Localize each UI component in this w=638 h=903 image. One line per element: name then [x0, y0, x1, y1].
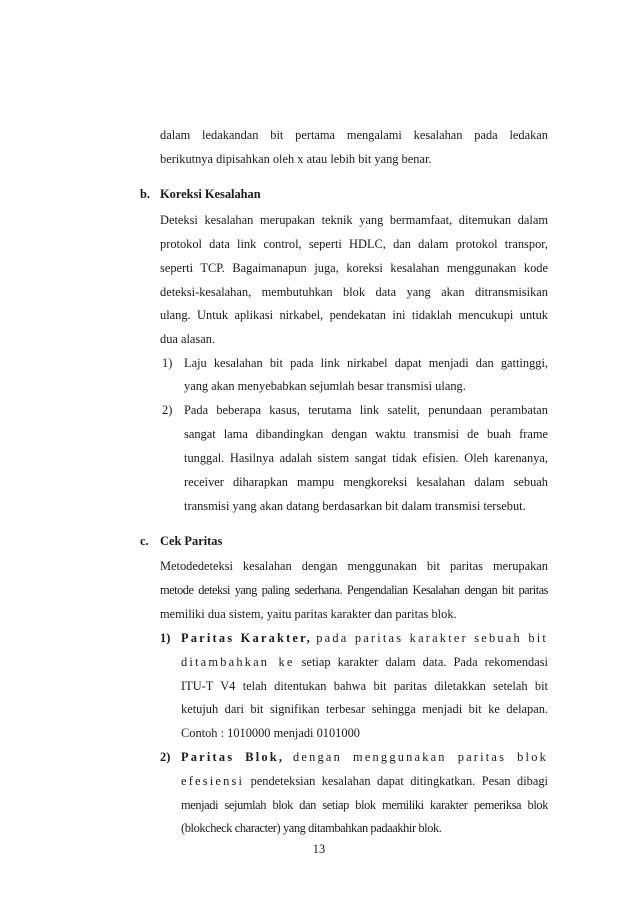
list-number: 1) — [162, 356, 173, 370]
section-heading: Koreksi Kesalahan — [160, 187, 261, 201]
paragraph-line: ulang. Untuk aplikasi nirkabel, pendekatan ini tidaklah mencukupi untuk — [160, 308, 548, 322]
list-item-line: menjadi sejumlah blok dan setiap blok memiliki karakter pemeriksa blok — [181, 798, 548, 812]
list-item-line: yang akan menyebabkan sejumlah besar transmisi ulang. — [184, 379, 466, 393]
term-title: Paritas Karakter, — [181, 631, 312, 645]
list-item-line — [181, 630, 548, 646]
list-item-line — [181, 749, 548, 765]
list-number: 2) — [160, 750, 171, 764]
term-title: Paritas Blok, — [181, 750, 285, 764]
paragraph-line: seperti TCP. Bagaimanapun juga, koreksi kesalahan menggunakan kode — [160, 261, 548, 275]
list-item-line: receiver diharapkan mampu mengkoreksi kesalahan dalam sebuah — [184, 475, 548, 489]
list-item-line: ketujuh dari bit signifikan terbesar sehingga menjadi bit ke delapan. — [181, 702, 548, 716]
term-text: setiap karakter dalam data. Pada rekomendasi — [301, 655, 548, 669]
list-item-line — [181, 654, 548, 670]
section-heading: Cek Paritas — [160, 534, 223, 548]
list-item-line — [181, 773, 548, 789]
paragraph-line: memiliki dua sistem, yaitu paritas karakter dan paritas blok. — [160, 607, 457, 621]
paragraph-line: dua alasan. — [160, 332, 216, 346]
list-item-line: tunggal. Hasilnya adalah sistem sangat tidak efisien. Oleh karenanya, — [184, 451, 548, 465]
term-text: pada paritas karakter sebuah bit — [316, 631, 548, 645]
section-label: b. — [140, 187, 150, 201]
term-text: pendeteksian kesalahan dapat ditingkatkan. Pesan dibagi — [250, 774, 548, 788]
list-item-line: ITU-T V4 telah ditentukan bahwa bit paritas diletakkan setelah bit — [181, 679, 548, 693]
list-item-line: Pada beberapa kasus, terutama link satelit, penundaan perambatan — [184, 403, 548, 417]
paragraph-line: protokol data link control, seperti HDLC, dan dalam protokol transpor, — [160, 237, 548, 251]
term-text: ditambahkan ke — [181, 655, 295, 669]
list-item-line: Contoh : 1010000 menjadi 0101000 — [181, 726, 360, 740]
paragraph-line: deteksi-kesalahan, membutuhkan blok data yang akan ditransmisikan — [160, 285, 548, 299]
page-number: 13 — [312, 842, 326, 856]
term-text: efesiensi — [181, 774, 245, 788]
term-text: dengan menggunakan paritas blok — [293, 750, 548, 764]
paragraph-line: metode deteksi yang paling sederhana. Pengendalian Kesalahan dengan bit paritas — [160, 583, 548, 597]
list-number: 1) — [160, 631, 171, 645]
list-item-line: Laju kesalahan bit pada link nirkabel dapat menjadi dan gattinggi, — [184, 356, 548, 370]
list-number: 2) — [162, 403, 173, 417]
paragraph-line: Deteksi kesalahan merupakan teknik yang bermamfaat, ditemukan dalam — [160, 213, 548, 227]
intro-line: berikutnya dipisahkan oleh x atau lebih bit yang benar. — [160, 152, 432, 166]
section-label: c. — [140, 534, 149, 548]
paragraph-line: Metodedeteksi kesalahan dengan menggunakan bit paritas merupakan — [160, 559, 548, 573]
intro-line: dalam ledakandan bit pertama mengalami kesalahan pada ledakan — [160, 128, 548, 142]
list-item-line: transmisi yang akan datang berdasarkan bit dalam transmisi tersebut. — [184, 499, 526, 513]
list-item-line: (blokcheck character) yang ditambahkan padaakhir blok. — [181, 821, 442, 835]
list-item-line: sangat lama dibandingkan dengan waktu transmisi de buah frame — [184, 427, 548, 441]
